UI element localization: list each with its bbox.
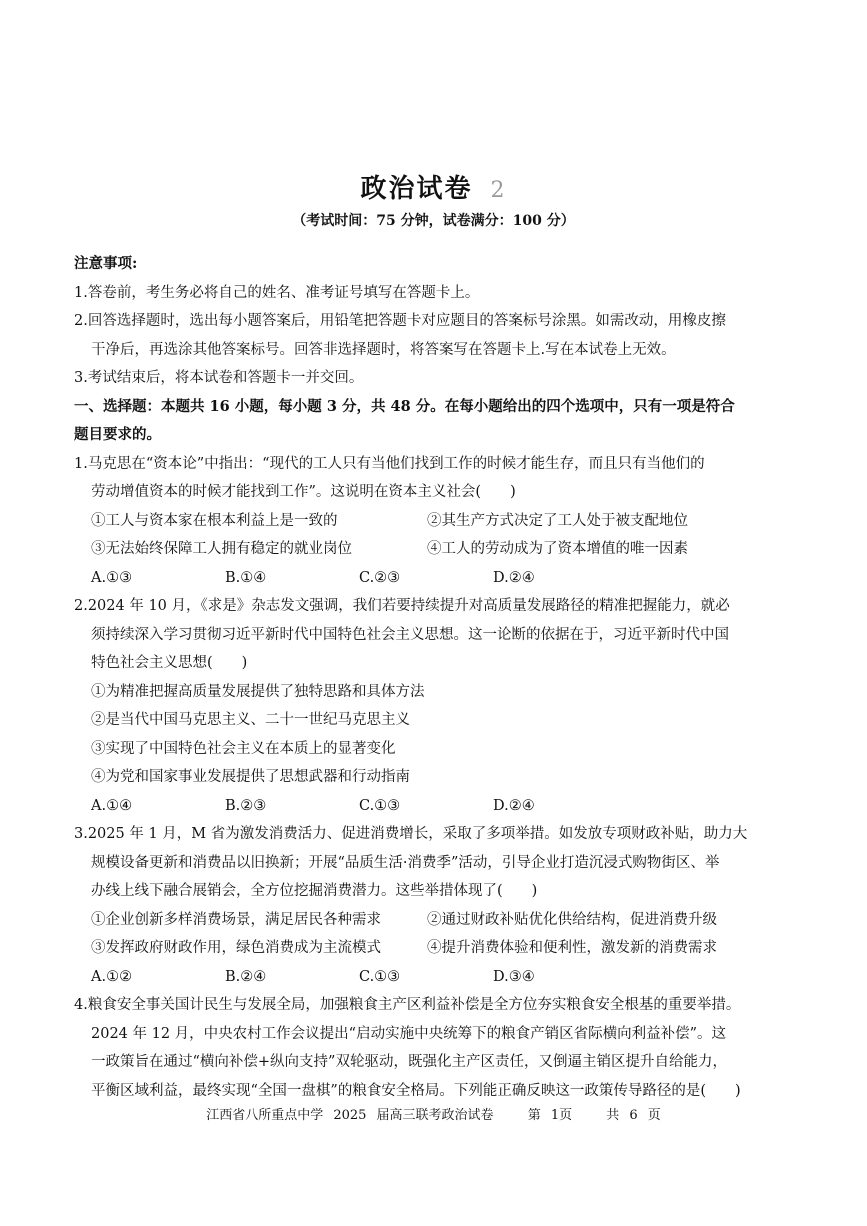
- title-text: 政治试卷: [360, 174, 473, 204]
- statement: ③发挥政府财政作用，绿色消费成为主流模式: [91, 940, 381, 956]
- statement: ③实现了中国特色社会主义在本质上的显著变化: [91, 740, 396, 757]
- question-3-stem: 3.2025 年 1 月，M 省为激发消费活力、促进消费增长，采取了多项举措。如发放专项财政补贴，助力大: [74, 826, 748, 842]
- statement: ②是当代中国马克思主义、二十一世纪马克思主义: [91, 712, 410, 728]
- question-3-stem: 办线上线下融合展销会，全方位挖掘消费潜力。这些举措体现了( ): [91, 883, 538, 899]
- option-c: C.①③: [359, 797, 401, 814]
- option-b: B.②③: [225, 797, 267, 814]
- question-1-statements: [74, 535, 796, 564]
- option-a: A.①③: [91, 569, 133, 586]
- option-b: B.②④: [225, 968, 267, 985]
- option-c: C.②③: [359, 569, 401, 586]
- footer-page-number: 第 1页: [527, 1108, 573, 1123]
- option-d: D.②④: [493, 797, 535, 814]
- option-c: C.①③: [359, 968, 401, 985]
- option-d: D.②④: [493, 569, 535, 586]
- option-a: A.①④: [91, 797, 133, 814]
- footer-exam-name: 江西省八所重点中学 2025 届高三联考政治试卷: [206, 1108, 494, 1123]
- statement: ①企业创新多样消费场景，满足居民各种需求: [91, 911, 381, 928]
- page-title: [0, 168, 867, 205]
- statement: ③无法始终保障工人拥有稳定的就业岗位: [91, 541, 352, 557]
- statement: ②通过财政补贴优化供给结构，促进消费升级: [427, 911, 717, 928]
- question-3-statements: [74, 934, 796, 963]
- title-suffix: 2: [490, 178, 507, 203]
- question-1-stem: 劳动增值资本的时候才能找到工作”。这说明在资本主义社会( ): [91, 484, 516, 500]
- exam-body: [74, 250, 796, 1105]
- footer-page-total: 共 6 页: [606, 1108, 661, 1123]
- option-b: B.①④: [225, 569, 267, 586]
- section-heading: 题目要求的。: [74, 426, 161, 443]
- notice-item: 2.回答选择题时，选出每小题答案后，用铅笔把答题卡对应题目的答案标号涂黑。如需改动，用橡皮擦: [74, 313, 726, 329]
- question-2-stem: 2.2024 年 10 月，《求是》杂志发文强调，我们若要持续提升对高质量发展路径的精准把握能力，就必: [74, 598, 730, 614]
- statement: ④提升消费体验和便利性，激发新的消费需求: [427, 940, 717, 956]
- notice-item: 1.答卷前，考生务必将自己的姓名、准考证号填写在答题卡上。: [74, 284, 480, 301]
- question-4-stem: 4.粮食安全事关国计民生与发展全局，加强粮食主产区利益补偿是全方位夯实粮食安全根基的重要举措。: [74, 997, 741, 1013]
- question-1-stem: 1.马克思在“资本论”中指出：“现代的工人只有当他们找到工作的时候才能生存，而且只有当他们的: [74, 455, 705, 472]
- question-3-stem: 规模设备更新和消费品以旧换新；开展“品质生活·消费季”活动，引导企业打造沉浸式购物街区、举: [91, 854, 720, 871]
- statement: ①为精准把握高质量发展提供了独特思路和具体方法: [91, 683, 425, 700]
- question-3-options: [74, 963, 796, 992]
- exam-info: （考试时间：75 分钟，试卷满分：100 分）: [292, 213, 575, 229]
- statement: ①工人与资本家在根本利益上是一致的: [91, 512, 338, 529]
- statement: ②其生产方式决定了工人处于被支配地位: [427, 512, 688, 529]
- section-heading: 一、选择题：本题共 16 小题，每小题 3 分，共 48 分。在每小题给出的四个选项中，只有一项是符合: [74, 397, 735, 415]
- question-4-stem: 2024 年 12 月，中央农村工作会议提出“启动实施中央统筹下的粮食产销区省际横向利益补偿”。这: [91, 1025, 727, 1042]
- question-2-options: [74, 792, 796, 821]
- page-footer: [0, 1104, 867, 1123]
- question-4-stem: 一政策旨在通过“横向补偿+纵向支持”双轮驱动，既强化主产区责任，又倒逼主销区提升自给能力，: [91, 1054, 727, 1070]
- question-2-stem: 须持续深入学习贯彻习近平新时代中国特色社会主义思想。这一论断的依据在于，习近平新时代中国: [91, 626, 729, 643]
- question-4-stem: 平衡区域利益，最终实现“全国一盘棋”的粮食安全格局。下列能正确反映这一政策传导路径的是( ): [91, 1082, 741, 1099]
- option-a: A.①②: [91, 968, 133, 985]
- question-2-stem: 特色社会主义思想( ): [91, 655, 248, 671]
- notice-item: 3.考试结束后，将本试卷和答题卡一并交回。: [74, 370, 364, 386]
- question-1-statements: [74, 507, 796, 536]
- question-3-statements: [74, 906, 796, 935]
- notice-item: 干净后，再选涂其他答案标号。回答非选择题时，将答案写在答题卡上.写在本试卷上无效。: [91, 341, 676, 358]
- option-d: D.③④: [493, 968, 535, 985]
- question-1-options: [74, 564, 796, 593]
- statement: ④工人的劳动成为了资本增值的唯一因素: [427, 541, 688, 557]
- statement: ④为党和国家事业发展提供了思想武器和行动指南: [91, 769, 410, 785]
- notice-heading: 注意事项:: [74, 255, 138, 272]
